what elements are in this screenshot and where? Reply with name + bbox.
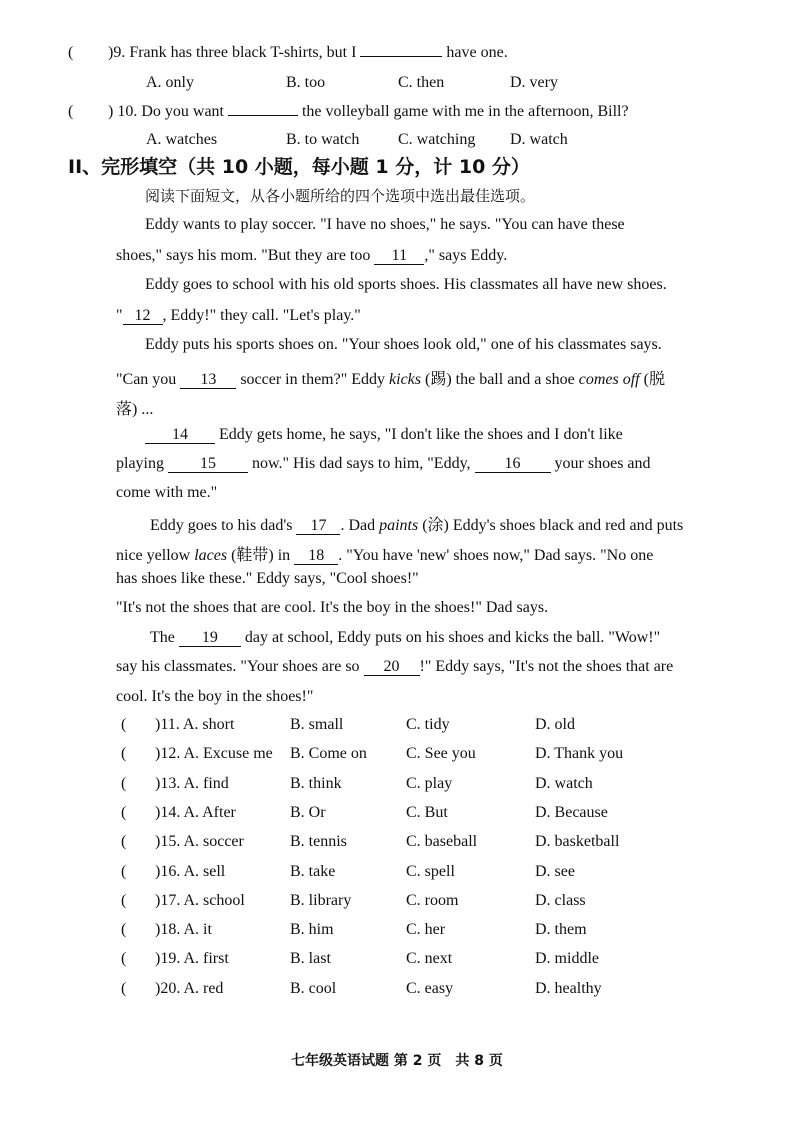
option-c: C. her (406, 921, 446, 939)
answer-row (0, 745, 794, 765)
answer-blank (228, 103, 298, 116)
section-heading: II、完形填空（共 10 小题，每小题 1 分，计 10 分） (68, 156, 530, 178)
question-number: ) 10. (108, 103, 138, 120)
passage-text: nice yellow (116, 547, 191, 564)
option-d: D. healthy (535, 979, 602, 997)
passage-line (116, 307, 361, 325)
answer-paren: ( (121, 716, 127, 733)
option-d: D. old (535, 716, 575, 733)
blank-19: 19 (179, 630, 241, 647)
option-b: B. Come on (290, 745, 367, 763)
passage-line: cool. It's the boy in the shoes!" (116, 688, 314, 705)
option-a: )15. A. soccer (155, 833, 244, 851)
question-text: Frank has three black T-shirts, but I (129, 44, 357, 61)
option-d: D. watch (535, 774, 593, 792)
question-9-stem (108, 44, 508, 62)
answer-paren: ( (121, 862, 127, 880)
section-instruction: 阅读下面短文，从各小题所给的四个选项中选出最佳选项。 (145, 187, 536, 205)
blank-16: 16 (475, 456, 551, 473)
option-a: A. watches (146, 131, 218, 148)
passage-text: kicks (389, 371, 421, 388)
option-d: D. them (535, 921, 587, 939)
answer-row (0, 833, 794, 853)
answer-paren: ( (121, 833, 127, 851)
passage-text: soccer in them?" Eddy (240, 371, 386, 388)
passage-text: (踢) the ball and a shoe (425, 371, 575, 388)
option-d: D. very (510, 74, 558, 91)
question-9-options (146, 74, 746, 94)
question-text: Do you want (141, 103, 224, 120)
option-d: D. Thank you (535, 745, 624, 763)
answer-paren: ( (121, 950, 127, 968)
option-b: B. library (290, 891, 352, 909)
option-d: D. middle (535, 950, 599, 968)
option-b: B. think (290, 774, 342, 792)
answer-row (0, 863, 794, 883)
passage-text: !" Eddy says, "It's not the shoes that are (419, 658, 674, 675)
page-footer: 七年级英语试题 第 2 页 共 8 页 (291, 1053, 503, 1069)
passage-text: Eddy gets home, he says, "I don't like the shoes and I don't like (219, 426, 623, 443)
question-text: have one. (446, 44, 508, 61)
option-c: C. But (406, 803, 448, 821)
passage-line: Eddy goes to school with his old sports shoes. His classmates all have new shoes. (145, 276, 667, 293)
option-a: )17. A. school (155, 891, 245, 909)
option-b: B. too (286, 74, 326, 91)
option-c: C. tidy (406, 716, 450, 733)
passage-line: Eddy wants to play soccer. "I have no shoes," he says. "You can have these (145, 216, 625, 233)
option-d: D. watch (510, 131, 568, 148)
question-10-options (146, 131, 746, 151)
option-a: )14. A. After (155, 803, 236, 821)
option-c: C. See you (406, 745, 476, 763)
option-b: B. Or (290, 803, 326, 821)
option-b: B. tennis (290, 833, 347, 851)
passage-line (116, 455, 651, 473)
option-a: )12. A. Excuse me (155, 745, 273, 763)
option-a: )13. A. find (155, 774, 229, 792)
option-c: C. spell (406, 862, 455, 880)
blank-11: 11 (374, 248, 424, 265)
passage-text: paints (379, 517, 419, 534)
option-d: D. class (535, 891, 586, 909)
passage-text: now." His dad says to him, "Eddy, (252, 455, 471, 472)
passage-text: shoes," says his mom. "But they are too (116, 247, 371, 264)
passage-line (150, 629, 660, 647)
option-d: D. Because (535, 803, 608, 821)
passage-line: come with me." (116, 484, 218, 501)
option-a: )20. A. red (155, 979, 224, 997)
answer-row (0, 804, 794, 824)
option-a: )18. A. it (155, 921, 212, 939)
option-c: C. play (406, 774, 453, 792)
passage-line (116, 247, 507, 265)
option-c: C. then (398, 74, 445, 91)
option-a: )11. A. short (155, 716, 235, 733)
passage-line (116, 658, 673, 676)
question-9 (68, 44, 73, 62)
passage-text: (脱 (643, 371, 665, 388)
answer-row (0, 892, 794, 912)
option-b: B. him (290, 921, 334, 939)
passage-line: "It's not the shoes that are cool. It's the boy in the shoes!" Dad says. (116, 599, 549, 616)
passage-text: , Eddy!" they call. "Let's play." (162, 307, 361, 324)
passage-text: your shoes and (554, 455, 651, 472)
answer-row (0, 980, 794, 1000)
option-c: C. watching (398, 131, 476, 148)
passage-text: . Dad (340, 517, 376, 534)
option-d: D. basketball (535, 833, 620, 851)
option-d: D. see (535, 862, 575, 880)
question-10-stem (108, 103, 629, 121)
option-b: B. to watch (286, 131, 360, 148)
passage-text: day at school, Eddy puts on his shoes and kicks the ball. "Wow!" (244, 629, 661, 646)
blank-13: 13 (180, 372, 236, 389)
passage-text: playing (116, 455, 164, 472)
answer-paren: ( (121, 745, 127, 763)
option-b: B. last (290, 950, 331, 968)
passage-line: Eddy puts his sports shoes on. "Your shoes look old," one of his classmates says. (145, 336, 662, 353)
blank-20: 20 (364, 659, 420, 676)
question-text: the volleyball game with me in the afternoon, Bill? (301, 103, 629, 120)
answer-paren: ( (121, 979, 127, 997)
option-c: C. next (406, 950, 453, 968)
passage-text: (鞋带) in (231, 547, 291, 564)
option-a: )19. A. first (155, 950, 229, 968)
option-c: C. room (406, 891, 459, 909)
passage-line: has shoes like these." Eddy says, "Cool shoes!" (116, 570, 419, 587)
answer-paren: ( (121, 774, 127, 792)
answer-paren: ( (121, 891, 127, 909)
passage-line: 落) ... (116, 401, 154, 418)
answer-paren: ( (121, 803, 127, 821)
passage-text: say his classmates. "Your shoes are so (116, 658, 360, 675)
blank-15: 15 (168, 456, 248, 473)
answer-row (0, 716, 794, 736)
answer-row (0, 950, 794, 970)
passage-text: "Can you (116, 371, 177, 388)
passage-text: The (150, 629, 175, 646)
passage-text: ," says Eddy. (424, 247, 508, 264)
passage-text: laces (194, 547, 228, 564)
question-10 (68, 103, 73, 121)
blank-18: 18 (294, 548, 338, 565)
option-c: C. easy (406, 979, 454, 997)
passage-text: Eddy goes to his dad's (150, 517, 293, 534)
option-a: A. only (146, 74, 194, 91)
passage-line (116, 366, 665, 389)
option-b: B. take (290, 862, 336, 880)
answer-paren: ( (68, 44, 74, 61)
blank-14: 14 (145, 427, 215, 444)
option-a: )16. A. sell (155, 862, 226, 880)
passage-line (150, 512, 683, 535)
passage-text: comes off (578, 371, 640, 388)
answer-row (0, 921, 794, 941)
answer-paren: ( (68, 103, 74, 120)
passage-line (116, 542, 653, 565)
passage-text: " (116, 307, 123, 324)
option-b: B. cool (290, 979, 337, 997)
question-number: )9. (108, 44, 126, 61)
blank-12: 12 (123, 308, 163, 325)
answer-row (0, 775, 794, 795)
option-b: B. small (290, 716, 344, 733)
answer-blank (360, 44, 442, 57)
passage-text: . "You have 'new' shoes now," Dad says. "No one (338, 547, 654, 564)
answer-paren: ( (121, 921, 127, 939)
passage-text: (涂) Eddy's shoes black and red and puts (422, 517, 684, 534)
blank-17: 17 (296, 518, 340, 535)
passage-line (145, 426, 623, 444)
option-c: C. baseball (406, 833, 478, 851)
